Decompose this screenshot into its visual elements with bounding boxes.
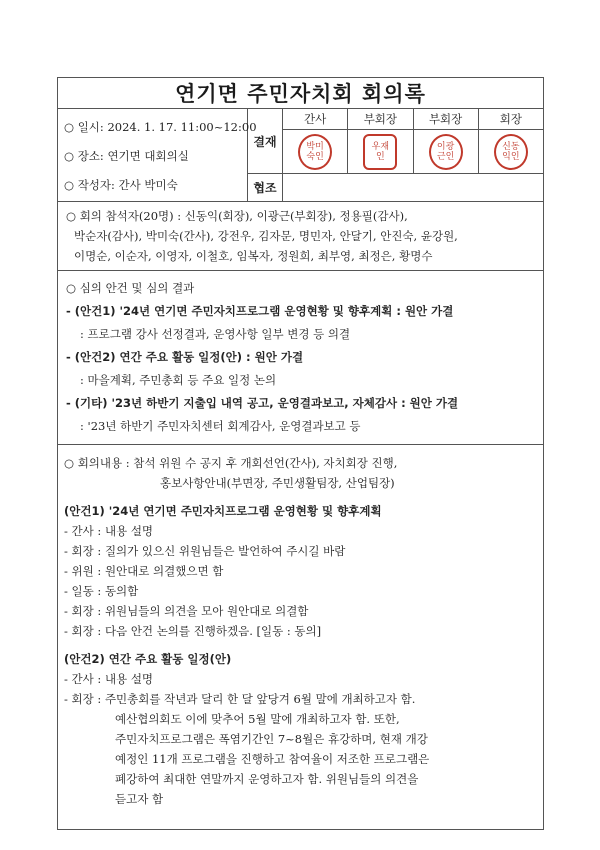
- sign-col-chair: [479, 109, 543, 173]
- minutes-line: - 회장 : 다음 안건 논의를 진행하겠음. [일동 : 동의]: [64, 624, 322, 638]
- minutes-line: 듣고자 함: [115, 792, 164, 806]
- agenda-item-detail: : 프로그램 강사 선정결과, 운영사항 일부 변경 등 의결: [80, 327, 351, 341]
- seal-stamp-icon: 이광 근인: [429, 134, 463, 170]
- meeting-place: ○ 장소: 연기면 대회의실: [64, 149, 189, 163]
- minutes-line: 폐강하여 최대한 연말까지 운영하고자 함. 위원님들의 의견을: [115, 772, 419, 786]
- attendees-section: [58, 202, 543, 271]
- meeting-writer: ○ 작성자: 간사 박미숙: [64, 178, 178, 192]
- agenda-item-detail: : 마을계획, 주민총회 등 주요 일정 논의: [80, 373, 277, 387]
- seal-stamp-icon: 우재 인: [363, 134, 397, 170]
- approval-label: 결재: [248, 109, 283, 173]
- minutes-item-title: (안건1) '24년 연기면 주민자치프로그램 운영현황 및 향후계획: [64, 504, 382, 518]
- meeting-info: [58, 109, 257, 201]
- sign-role: 부회장: [348, 109, 412, 130]
- minutes-line: - 위원 : 원안대로 의결했으면 함: [64, 564, 224, 578]
- minutes-intro: ○ 회의내용 : 참석 위원 수 공지 후 개회선언(간사), 자치회장 진행,: [64, 456, 398, 470]
- approval-box: [248, 109, 543, 201]
- minutes-line: - 간사 : 내용 설명: [64, 524, 154, 538]
- attendees-line: 이명순, 이순자, 이영자, 이철호, 임복자, 정원희, 최부영, 최정은, 황명수: [74, 249, 433, 263]
- meeting-date: ○ 일시: 2024. 1. 17. 11:00~12:00: [64, 120, 257, 134]
- minutes-line: - 간사 : 내용 설명: [64, 672, 154, 686]
- sign-role: 회장: [479, 109, 543, 130]
- agenda-item-title: - (기타) '23년 하반기 지출입 내역 공고, 운영결과보고, 자체감사 : 원안 가결: [66, 396, 459, 410]
- seal-stamp-icon: 신동 익인: [494, 134, 528, 170]
- minutes-document: [57, 77, 544, 830]
- minutes-section: [58, 445, 543, 829]
- attendees-line: ○ 회의 참석자(20명) : 신동익(회장), 이광근(부회장), 정용필(감사),: [66, 209, 408, 223]
- header-info-row: [58, 109, 543, 202]
- minutes-line: - 회장 : 주민총회를 작년과 달리 한 달 앞당겨 6월 말에 개최하고자 함.: [64, 692, 416, 706]
- minutes-line: 주민자치프로그램은 폭염기간인 7~8월은 휴강하며, 현재 개강: [115, 732, 428, 746]
- minutes-line: 예산협의회도 이에 맞추어 5월 말에 개최하고자 함. 또한,: [115, 712, 400, 726]
- minutes-line: 예정인 11개 프로그램을 진행하고 참여율이 저조한 프로그램은: [115, 752, 430, 766]
- sign-role: 부회장: [414, 109, 478, 130]
- agenda-item-title: - (안건2) 연간 주요 활동 일정(안) : 원안 가결: [66, 350, 304, 364]
- minutes-item-title: (안건2) 연간 주요 활동 일정(안): [64, 652, 232, 666]
- minutes-line: - 회장 : 질의가 있으신 위원님들은 발언하여 주시길 바람: [64, 544, 346, 558]
- attendees-line: 박순자(감사), 박미숙(간사), 강전우, 김자문, 명민자, 안달기, 안진숙, 윤강원,: [74, 229, 458, 243]
- minutes-line: - 회장 : 위원님들의 의견을 모아 원안대로 의결함: [64, 604, 309, 618]
- sign-role: 간사: [283, 109, 347, 130]
- minutes-line: - 일동 : 동의함: [64, 584, 139, 598]
- cooperation-cell: [283, 174, 543, 201]
- sign-col-secretary: [283, 109, 348, 173]
- minutes-intro: 홍보사항안내(부면장, 주민생활팀장, 산업팀장): [160, 476, 395, 490]
- cooperation-label: 협조: [248, 174, 283, 201]
- seal-stamp-icon: 박미 숙인: [298, 134, 332, 170]
- agenda-item-detail: : '23년 하반기 주민자치센터 회계감사, 운영결과보고 등: [80, 419, 361, 433]
- approval-row: [248, 109, 543, 174]
- sign-col-vice-chair-1: [348, 109, 413, 173]
- agenda-item-title: - (안건1) '24년 연기면 주민자치프로그램 운영현황 및 향후계획 : 원안 가결: [66, 304, 454, 318]
- sign-col-vice-chair-2: [414, 109, 479, 173]
- agenda-section: [58, 271, 543, 445]
- document-title: 연기면 주민자치회 회의록: [58, 78, 543, 109]
- cooperation-row: [248, 174, 543, 201]
- agenda-header: ○ 심의 안건 및 심의 결과: [66, 281, 195, 295]
